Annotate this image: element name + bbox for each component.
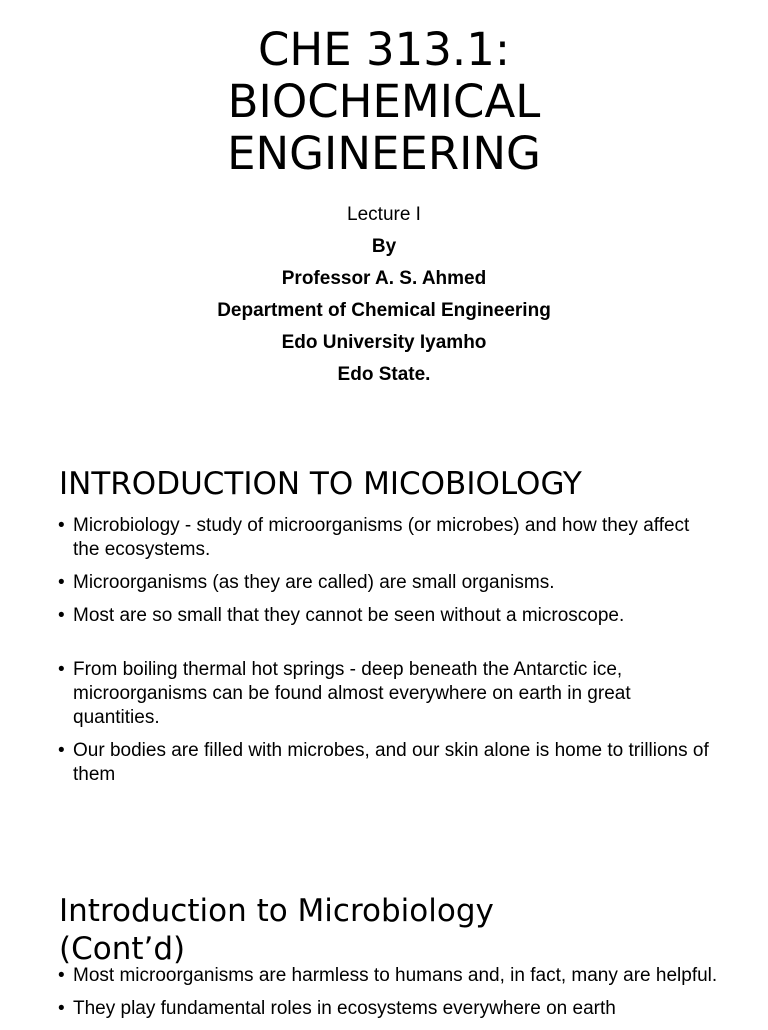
bullet-text: Microbiology - study of microorganisms (or microbes) and how they affect the ecosystems.	[73, 515, 690, 560]
bullet-icon: •	[58, 572, 65, 593]
list-item	[58, 739, 718, 787]
list-item	[58, 514, 718, 562]
bullet-text: Most microorganisms are harmless to humans and, in fact, many are helpful.	[73, 965, 718, 986]
intro-heading: INTRODUCTION TO MICOBIOLOGY	[59, 466, 582, 502]
list-item	[58, 997, 718, 1021]
bullet-icon: •	[58, 659, 65, 680]
course-title	[0, 24, 768, 180]
title-slide	[0, 0, 768, 420]
intro-bullet-list	[58, 514, 718, 796]
list-item	[58, 571, 718, 595]
bullet-icon: •	[58, 965, 65, 986]
course-title-line: BIOCHEMICAL	[227, 75, 541, 128]
list-item	[58, 604, 718, 628]
by-label: By	[371, 236, 397, 257]
lecture-label: Lecture I	[347, 204, 421, 225]
bullet-icon: •	[58, 605, 65, 626]
list-item	[58, 964, 718, 988]
course-title-line: CHE 313.1:	[258, 23, 510, 76]
bullet-text: They play fundamental roles in ecosystems everywhere on earth	[73, 998, 616, 1019]
author-name: Professor A. S. Ahmed	[281, 268, 487, 289]
bullet-text: Microorganisms (as they are called) are small organisms.	[73, 572, 555, 593]
state-name: Edo State.	[337, 364, 431, 385]
bullet-text: Our bodies are filled with microbes, and our skin alone is home to trillions of them	[73, 740, 709, 785]
intro-cont-bullet-list	[58, 964, 718, 1030]
bullet-icon: •	[58, 515, 65, 536]
department-name: Department of Chemical Engineering	[217, 300, 551, 321]
bullet-text: From boiling thermal hot springs - deep beneath the Antarctic ice, microorganisms can be found almost everywhere on earth in great quantities.	[73, 659, 631, 728]
university-name: Edo University Iyamho	[281, 332, 487, 353]
intro-cont-heading-line: Introduction to Microbiology	[59, 893, 494, 929]
bullet-icon: •	[58, 740, 65, 761]
intro-cont-heading-line: (Cont’d)	[59, 931, 186, 967]
course-title-line: ENGINEERING	[227, 127, 541, 180]
list-item	[58, 658, 718, 730]
bullet-text: Most are so small that they cannot be seen without a microscope.	[73, 605, 625, 626]
lecture-info	[0, 199, 768, 391]
bullet-icon: •	[58, 998, 65, 1019]
intro-cont-heading	[59, 892, 494, 968]
